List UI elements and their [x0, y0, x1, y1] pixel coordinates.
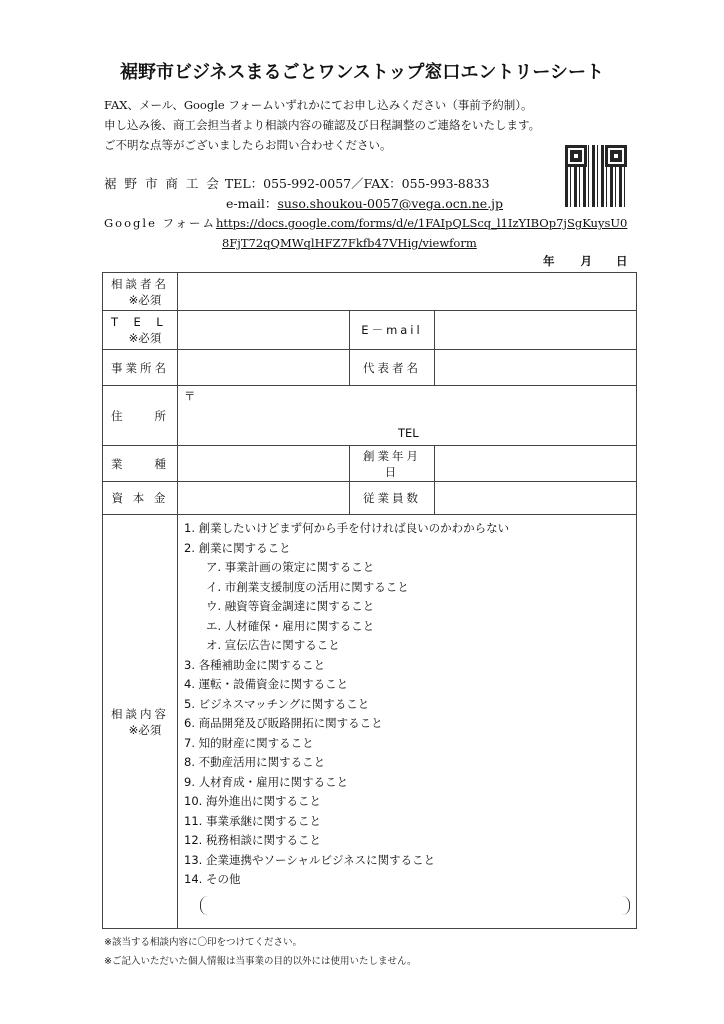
tel-label: T E L ※必須 [103, 311, 178, 350]
rep-label: 代表者名 [350, 350, 435, 386]
consult-item[interactable]: ウ. 融資等資金調達に関すること [206, 599, 375, 613]
consult-item[interactable]: 4. 運転・設備資金に関すること [184, 677, 349, 691]
founded-field[interactable] [435, 446, 637, 482]
consult-item[interactable]: 6. 商品開発及び販路開拓に関すること [184, 716, 383, 730]
entry-form-table [102, 272, 637, 929]
consult-item[interactable]: 13. 企業連携やソーシャルビジネスに関すること [184, 852, 436, 867]
employees-field[interactable] [435, 482, 637, 515]
name-field[interactable] [178, 273, 637, 311]
intro-line: ご不明な点等がございましたらお問い合わせください。 [104, 138, 392, 152]
consult-item[interactable]: エ. 人材確保・雇用に関すること [206, 618, 375, 633]
consult-list [178, 515, 637, 929]
page-title: 裾野市ビジネスまるごとワンストップ窓口エントリーシート [119, 62, 605, 83]
postal-mark: 〒 [184, 389, 196, 403]
email-field[interactable] [435, 311, 637, 350]
address-label: 住 所 [103, 386, 178, 446]
consult-item[interactable]: オ. 宣伝広告に関すること [206, 638, 340, 652]
tel-fax: TEL：055-992-0057／FAX：055-993-8833 [224, 176, 490, 191]
industry-label: 業 種 [103, 446, 178, 482]
note: ※ご記入いただいた個人情報は当事業の目的以外には使用いたしません。 [104, 956, 417, 967]
capital-label: 資 本 金 [103, 482, 178, 515]
email-label: E－mail [350, 311, 435, 350]
month-label: 月 [580, 254, 592, 268]
consult-item[interactable]: ア. 事業計画の策定に関すること [206, 560, 375, 574]
employees-label: 従業員数 [350, 482, 435, 515]
intro-line: FAX、メール、Google フォームいずれかにてお申し込みください（事前予約制）。 [104, 98, 533, 112]
consult-item[interactable]: 9. 人材育成・雇用に関すること [184, 774, 349, 789]
date-line [543, 253, 628, 269]
email-link[interactable]: suso.shoukou-0057@vega.ocn.ne.jp [277, 196, 504, 211]
consult-item[interactable]: 5. ビジネスマッチングに関すること [184, 696, 370, 711]
consult-item[interactable]: イ. 市創業支援制度の活用に関すること [206, 579, 409, 594]
day-label: 日 [616, 254, 628, 268]
year-label: 年 [543, 254, 555, 268]
note: ※該当する相談内容に〇印をつけてください。 [104, 937, 302, 948]
office-field[interactable] [178, 350, 350, 386]
other-input-bracket[interactable] [200, 896, 630, 916]
form-url-cont[interactable]: 8FjT72qQMWqlHFZ7Fkfb47VHig/viewform [222, 236, 477, 250]
form-line [104, 214, 627, 234]
consult-item[interactable]: 12. 税務相談に関すること [184, 833, 321, 847]
address-field[interactable] [178, 386, 637, 446]
consult-item[interactable]: 10. 海外進出に関すること [184, 794, 321, 808]
email-label: e-mail： [226, 196, 278, 211]
name-label: 相談者名 ※必須 [103, 273, 178, 311]
industry-field[interactable] [178, 446, 350, 482]
consult-item[interactable]: 3. 各種補助金に関すること [184, 657, 326, 672]
consult-item[interactable]: 7. 知的財産に関すること [184, 735, 314, 750]
consult-item[interactable]: 2. 創業に関すること [184, 540, 291, 555]
qr-code-icon[interactable] [565, 145, 627, 207]
intro-line: 申し込み後、商工会担当者より相談内容の確認及び日程調整のご連絡をいたします。 [104, 118, 541, 132]
capital-field[interactable] [178, 482, 350, 515]
office-label: 事業所名 [103, 350, 178, 386]
consult-item[interactable]: 11. 事業承継に関すること [184, 813, 321, 828]
form-label: Google フォーム [104, 216, 216, 230]
consult-item[interactable]: 8. 不動産活用に関すること [184, 755, 326, 769]
rep-field[interactable] [435, 350, 637, 386]
consult-item[interactable]: 14. その他 [184, 872, 241, 886]
org-name: 裾 野 市 商 工 会 [104, 176, 221, 191]
tel-field[interactable] [178, 311, 350, 350]
founded-label: 創業年月日 [350, 446, 435, 482]
consult-label: 相談内容 ※必須 [103, 515, 178, 929]
email-line [226, 194, 503, 214]
contact-line [104, 174, 490, 194]
address-tel-label: TEL [398, 426, 419, 440]
form-url[interactable]: https://docs.google.com/forms/d/e/1FAIpQLScq_l1IzYIBOp7jSgKuysU0 [215, 216, 628, 230]
consult-item[interactable]: 1. 創業したいけどまず何から手を付ければ良いのかわからない [184, 521, 510, 535]
